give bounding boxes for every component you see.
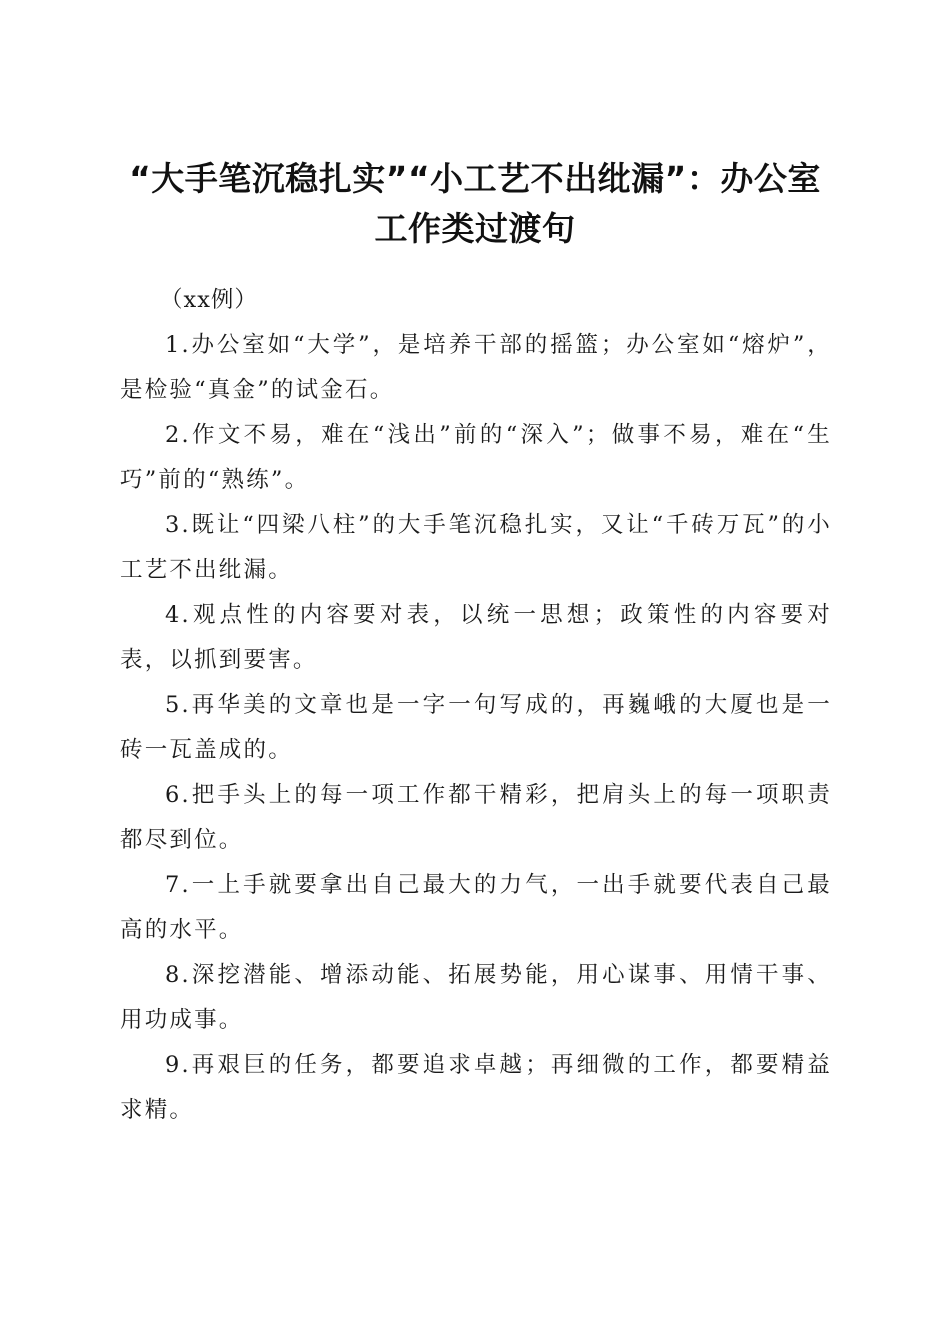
list-item: 7.一上手就要拿出自己最大的力气，一出手就要代表自己最高的水平。	[120, 872, 832, 943]
list-item: 9.再艰巨的任务，都要追求卓越；再细微的工作，都要精益求精。	[120, 1052, 832, 1123]
list-item: 4.观点性的内容要对表，以统一思想；政策性的内容要对表，以抓到要害。	[120, 602, 832, 673]
list-item: 8.深挖潜能、增添动能、拓展势能，用心谋事、用情干事、用功成事。	[120, 962, 832, 1033]
source-note: （xx例）	[160, 287, 258, 313]
list-item: 1.办公室如“大学”，是培养干部的摇篮；办公室如“熔炉”，是检验“真金”的试金石。	[120, 332, 832, 403]
list-item: 2.作文不易，难在“浅出”前的“深入”；做事不易，难在“生巧”前的“熟练”。	[120, 422, 832, 493]
transition-sentence-list	[120, 323, 832, 1133]
list-item: 6.把手头上的每一项工作都干精彩，把肩头上的每一项职责都尽到位。	[120, 782, 832, 853]
list-item: 3.既让“四梁八柱”的大手笔沉稳扎实，又让“千砖万瓦”的小工艺不出纰漏。	[120, 512, 832, 583]
document-body	[120, 278, 832, 1133]
document-title: “大手笔沉稳扎实”“小工艺不出纰漏”：办公室工作类过渡句	[129, 159, 821, 249]
list-item: 5.再华美的文章也是一字一句写成的，再巍峨的大厦也是一砖一瓦盖成的。	[120, 692, 832, 763]
